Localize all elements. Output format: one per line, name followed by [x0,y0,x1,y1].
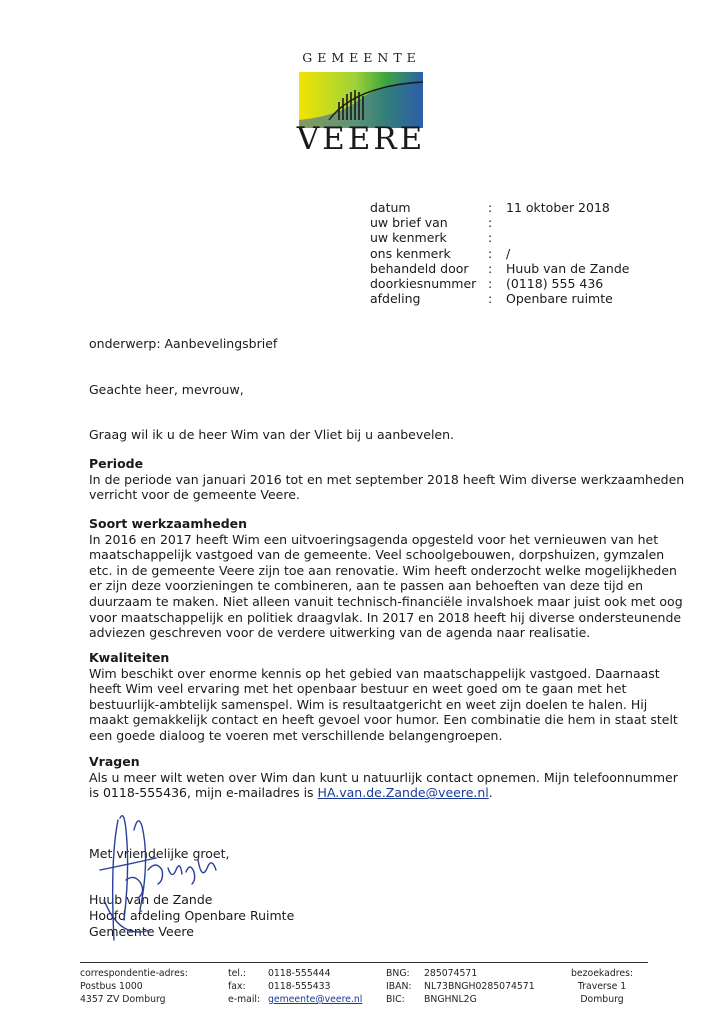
logo-top-text: GEMEENTE [302,50,421,65]
signer-organisation: Gemeente Veere [89,924,194,939]
signoff-block [89,892,294,940]
section-line: heeft Wim veel ervaring met het openbaar bestuur en weet goed om te gaan met het [89,681,627,697]
section-heading: Soort werkzaamheden [89,516,248,531]
section-line: er zijn deze voorzieningen te combineren, aan te passen aan behoeften van deze tijd en [89,578,644,594]
meta-row [370,246,629,261]
section-line: verricht voor de gemeente Veere. [89,487,300,503]
footer-key: BIC: [386,994,405,1005]
logo-bottom-text: VEERE [296,121,426,157]
section-line: Als u meer wilt weten over Wim dan kunt u natuurlijk contact opnemen. Mijn telefoonnummer [89,769,678,785]
section-periode [89,456,689,503]
meta-key: uw brief van [370,215,448,231]
signer-title: Hoofd afdeling Openbare Ruimte [89,908,295,923]
section-soort-werkzaamheden [89,516,689,641]
meta-row [370,200,629,215]
footer-key: tel.: [228,968,247,979]
section-line-email [89,785,689,801]
section-kwaliteiten [89,650,689,744]
meta-key: uw kenmerk [370,230,447,246]
meta-key: doorkiesnummer [370,276,477,292]
meta-key: afdeling [370,291,421,307]
footer-contact [228,967,362,1006]
meta-sep: : [488,291,493,307]
logo-emblem-icon [299,72,423,128]
closing-greeting: Met vriendelijke groet, [89,846,230,861]
footer-visit-line: Traverse 1 [577,981,627,992]
meta-key: behandeld door [370,260,469,276]
meta-value: 11 oktober 2018 [506,200,610,215]
footer-email-link[interactable]: gemeente@veere.nl [268,994,363,1005]
meta-sep: : [488,215,493,231]
footer-address-label: correspondentie-adres: [80,968,188,979]
meta-sep: : [488,245,493,261]
footer-phone: 0118-555444 [268,968,331,979]
section-heading: Vragen [89,754,140,769]
footer-bng: 285074571 [424,968,478,979]
email-suffix: . [488,785,493,801]
meta-row [370,276,629,291]
section-heading: Periode [89,456,144,471]
footer-fax: 0118-555433 [268,981,331,992]
footer-key: IBAN: [386,981,412,992]
footer-key: e-mail: [228,994,261,1005]
signer-name: Huub van de Zande [89,892,213,907]
section-line: maatschappelijk vastgoed van de gemeente. Veel schoolgebouwen, dorpshuizen, gymzalen [89,547,665,563]
meta-sep: : [488,260,493,276]
section-line: adviezen geschreven voor de verdere uitwerking van de agenda naar realisatie. [89,625,591,641]
meta-row [370,291,629,306]
section-heading: Kwaliteiten [89,650,170,665]
section-vragen [89,754,689,801]
section-line: In 2016 en 2017 heeft Wim een uitvoeringsagenda opgesteld voor het vernieuwen van het [89,531,659,547]
meta-value: Openbare ruimte [506,291,613,307]
email-prefix: is 0118-555436, mijn e-mailadres is [89,785,318,801]
section-line: etc. in de gemeente Veere zijn toe aan renovatie. Wim heeft onderzocht welke mogelijkheden [89,562,677,578]
meta-key: ons kenmerk [370,245,451,261]
section-line: Wim beschikt over enorme kennis op het gebied van maatschappelijk vastgoed. Daarnaast [89,665,660,681]
email-link[interactable]: HA.van.de.Zande@veere.nl [317,785,489,801]
meta-value: (0118) 555 436 [506,276,604,292]
footer-address-line: Postbus 1000 [80,981,143,992]
meta-row [370,230,629,245]
footer-key: BNG: [386,968,410,979]
footer-bank-details [386,967,535,1006]
footer-visit-label: bezoekadres: [571,968,634,979]
meta-key: datum [370,200,411,215]
footer-visit-address [571,967,633,1006]
footer-visit-line: Domburg [580,994,624,1005]
section-line: een goede dialoog te voeren met verschillende belangengroepen. [89,727,503,743]
meta-row [370,215,629,230]
municipality-logo [294,50,429,155]
section-line: duurzaam te maken. Niet alleen vanuit technisch-financiële invalshoek maar juist ook met oog [89,593,683,609]
salutation: Geachte heer, mevrouw, [89,382,244,397]
footer-key: fax: [228,981,246,992]
letter-subject: onderwerp: Aanbevelingsbrief [89,336,278,351]
meta-sep: : [488,200,493,215]
section-line: voor maatschappelijk en politiek draagvlak. In 2017 en 2018 heeft hij diverse ondersteunende [89,609,682,625]
section-line: maakt gemakkelijk contact en heeft gevoel voor humor. Een combinatie die hem in staat stelt [89,712,678,728]
meta-value: / [506,245,511,261]
section-line: In de periode van januari 2016 tot en met september 2018 heeft Wim diverse werkzaamheden [89,471,685,487]
footer-bic: BNGHNL2G [424,994,477,1005]
footer-correspondence-address [80,967,188,1006]
footer-iban: NL73BNGH0285074571 [424,981,535,992]
meta-value: Huub van de Zande [506,260,630,276]
footer-address-line: 4357 ZV Domburg [80,994,166,1005]
intro-line: Graag wil ik u de heer Wim van der Vliet bij u aanbevelen. [89,427,455,442]
meta-sep: : [488,230,493,246]
footer-divider [80,962,648,963]
meta-sep: : [488,276,493,292]
letter-metadata [370,200,629,306]
meta-row [370,261,629,276]
section-line: bestuurlijk-ambtelijk samenspel. Wim is resultaatgericht en weet zijn doelen te halen. Hij [89,696,648,712]
